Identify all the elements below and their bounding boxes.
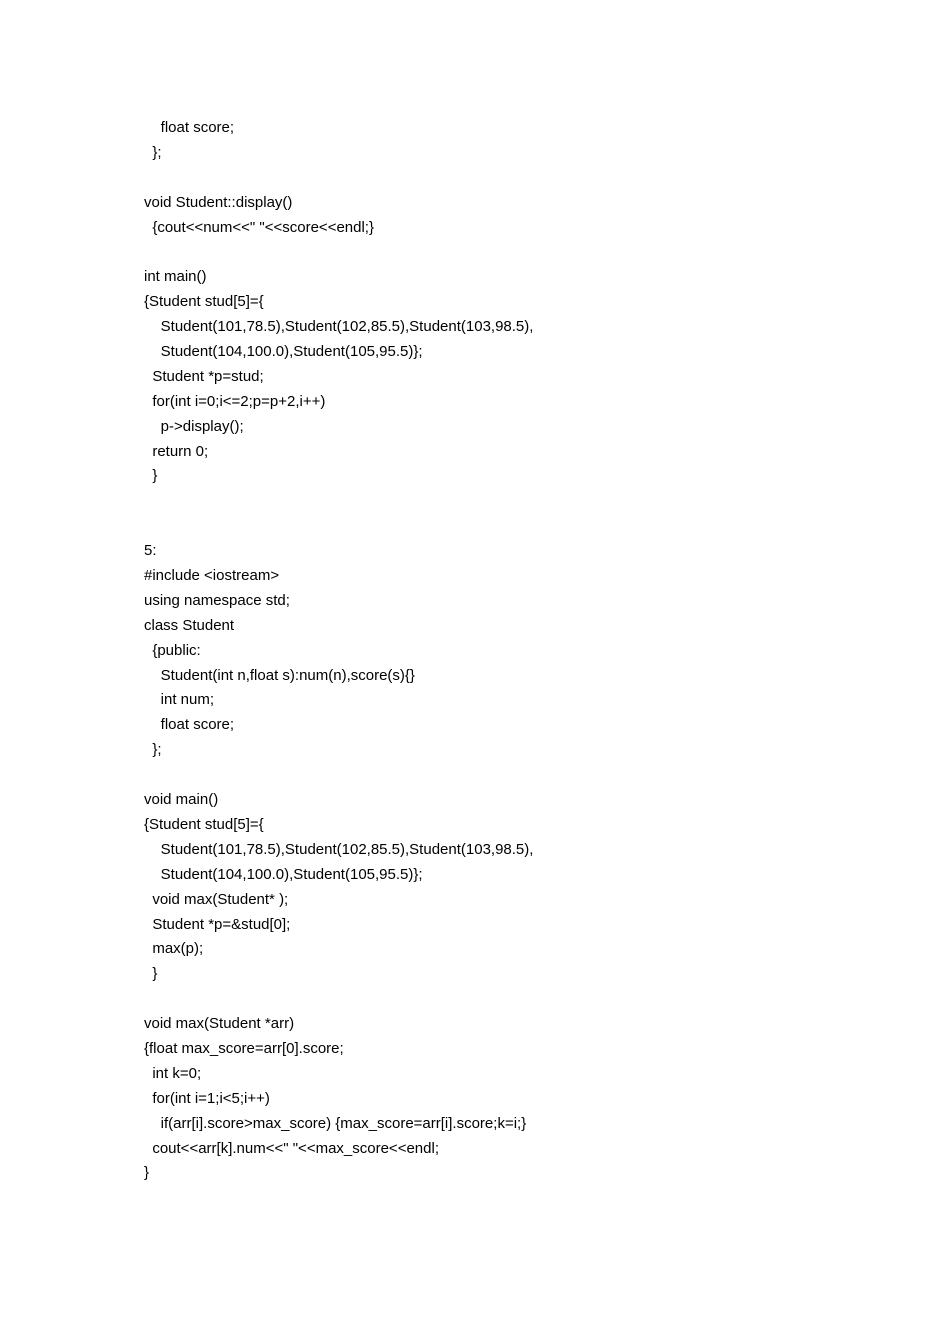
code-line: Student *p=&stud[0];	[144, 915, 291, 933]
code-line: #include <iostream>	[144, 567, 280, 585]
code-line: float score;	[144, 716, 235, 734]
code-line: int main()	[144, 268, 207, 286]
code-line	[144, 514, 533, 539]
code-line: Student(101,78.5),Student(102,85.5),Student(103,98.5),	[144, 840, 534, 858]
section-number: 5:	[144, 542, 157, 560]
code-line: for(int i=0;i<=2;p=p+2,i++)	[144, 392, 326, 410]
code-line: void max(Student* );	[144, 890, 289, 908]
code-line: {float max_score=arr[0].score;	[144, 1039, 344, 1057]
code-line: float score;	[144, 119, 235, 136]
code-line: {Student stud[5]={	[144, 815, 264, 833]
code-line: {public:	[144, 641, 201, 659]
code-line: void max(Student *arr)	[144, 1015, 295, 1033]
code-line: max(p);	[144, 940, 204, 958]
code-line: cout<<arr[k].num<<" "<<max_score<<endl;	[144, 1139, 439, 1157]
code-line	[144, 763, 533, 788]
code-line	[144, 166, 533, 191]
code-line: void Student::display()	[144, 193, 293, 211]
code-line: Student(int n,float s):num(n),score(s){}	[144, 666, 415, 684]
code-line: for(int i=1;i<5;i++)	[144, 1089, 270, 1107]
code-line: Student *p=stud;	[144, 367, 264, 385]
code-line: {cout<<num<<" "<<score<<endl;}	[144, 218, 374, 236]
code-line	[144, 489, 533, 514]
code-line: class Student	[144, 616, 235, 634]
code-line: };	[144, 143, 162, 161]
code-line: return 0;	[144, 442, 209, 460]
code-line: Student(104,100.0),Student(105,95.5)};	[144, 343, 423, 361]
code-line: int k=0;	[144, 1064, 202, 1082]
code-line: }	[144, 965, 158, 983]
code-line: int num;	[144, 691, 215, 709]
code-line: using namespace std;	[144, 591, 290, 609]
code-line: if(arr[i].score>max_score) {max_score=arr[i].score;k=i;}	[144, 1114, 527, 1132]
code-line: p->display();	[144, 417, 244, 435]
code-line: Student(104,100.0),Student(105,95.5)};	[144, 865, 423, 883]
code-line: Student(101,78.5),Student(102,85.5),Student(103,98.5),	[144, 318, 534, 336]
code-line: }	[144, 1164, 150, 1182]
code-line: }	[144, 467, 158, 485]
code-line: {Student stud[5]={	[144, 293, 264, 311]
code-line	[144, 987, 533, 1012]
code-listing	[144, 116, 533, 1186]
code-line	[144, 240, 533, 265]
code-line: void main()	[144, 791, 219, 809]
code-line: };	[144, 741, 162, 759]
